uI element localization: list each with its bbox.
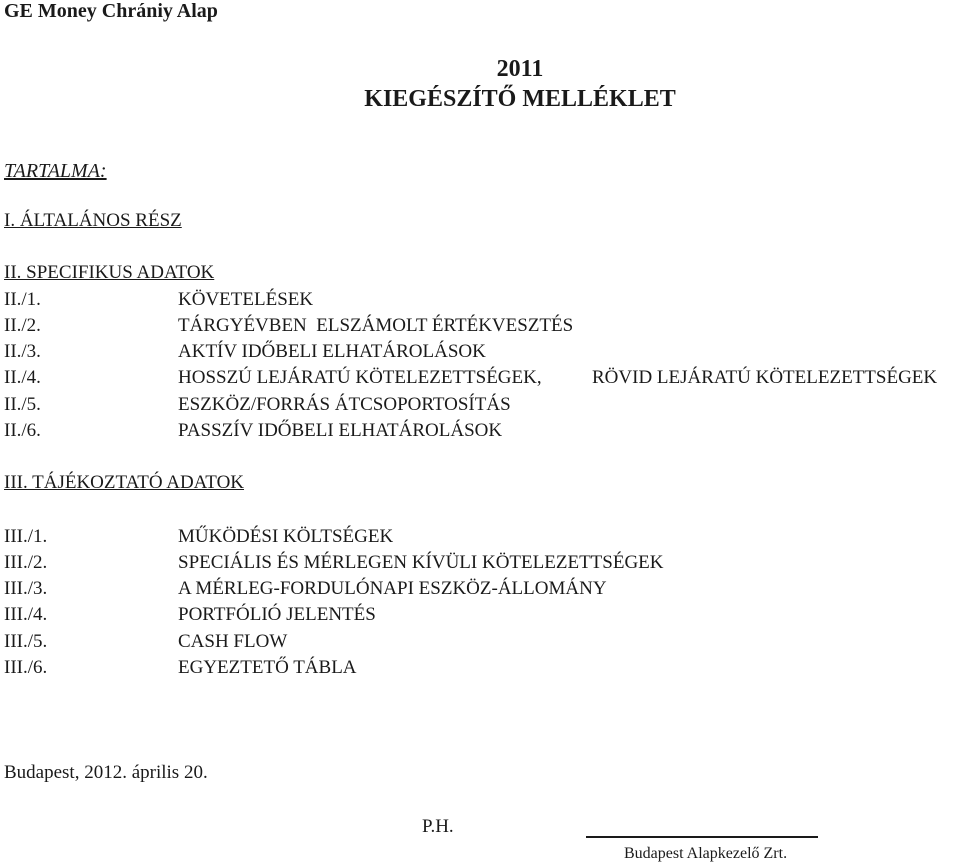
item-label: EGYEZTETŐ TÁBLA	[178, 657, 357, 678]
item-label: HOSSZÚ LEJÁRATÚ KÖTELEZETTSÉGEK,	[178, 367, 542, 388]
section-heading-specific: II. SPECIFIKUS ADATOK	[4, 262, 215, 283]
item-code: III./3.	[4, 578, 48, 599]
item-code: II./1.	[4, 289, 41, 310]
section-heading-general: I. ÁLTALÁNOS RÉSZ	[4, 210, 182, 231]
place-and-date: Budapest, 2012. április 20.	[4, 762, 208, 783]
fund-name: GE Money Chrániy Alap	[4, 0, 218, 22]
item-label: TÁRGYÉVBEN ELSZÁMOLT ÉRTÉKVESZTÉS	[178, 315, 574, 336]
document-title: KIEGÉSZÍTŐ MELLÉKLET	[364, 86, 676, 112]
stamp-placeholder: P.H.	[422, 816, 454, 837]
item-code: III./2.	[4, 552, 48, 573]
report-year: 2011	[496, 56, 544, 82]
item-label: ESZKÖZ/FORRÁS ÁTCSOPORTOSÍTÁS	[178, 394, 511, 415]
item-label: MŰKÖDÉSI KÖLTSÉGEK	[178, 526, 394, 547]
item-code: III./5.	[4, 631, 48, 652]
item-code: III./1.	[4, 526, 48, 547]
item-label: PASSZÍV IDŐBELI ELHATÁROLÁSOK	[178, 420, 503, 441]
item-label: SPECIÁLIS ÉS MÉRLEGEN KÍVÜLI KÖTELEZETTSÉGEK	[178, 552, 664, 573]
item-code: III./6.	[4, 657, 48, 678]
item-code: II./2.	[4, 315, 41, 336]
item-code: II./5.	[4, 394, 41, 415]
item-label: KÖVETELÉSEK	[178, 289, 314, 310]
section-heading-informative: III. TÁJÉKOZTATÓ ADATOK	[4, 472, 245, 493]
item-code: II./3.	[4, 341, 41, 362]
item-label: CASH FLOW	[178, 631, 288, 652]
contents-heading: TARTALMA:	[4, 160, 107, 182]
item-label: PORTFÓLIÓ JELENTÉS	[178, 604, 376, 625]
item-code: III./4.	[4, 604, 48, 625]
item-label: A MÉRLEG-FORDULÓNAPI ESZKÖZ-ÁLLOMÁNY	[178, 578, 607, 599]
item-label-secondary: RÖVID LEJÁRATÚ KÖTELEZETTSÉGEK	[592, 367, 938, 388]
item-label: AKTÍV IDŐBELI ELHATÁROLÁSOK	[178, 341, 486, 362]
signature-line	[586, 836, 818, 838]
signatory-name: Budapest Alapkezelő Zrt.	[624, 845, 788, 862]
item-code: II./4.	[4, 367, 41, 388]
item-code: II./6.	[4, 420, 41, 441]
